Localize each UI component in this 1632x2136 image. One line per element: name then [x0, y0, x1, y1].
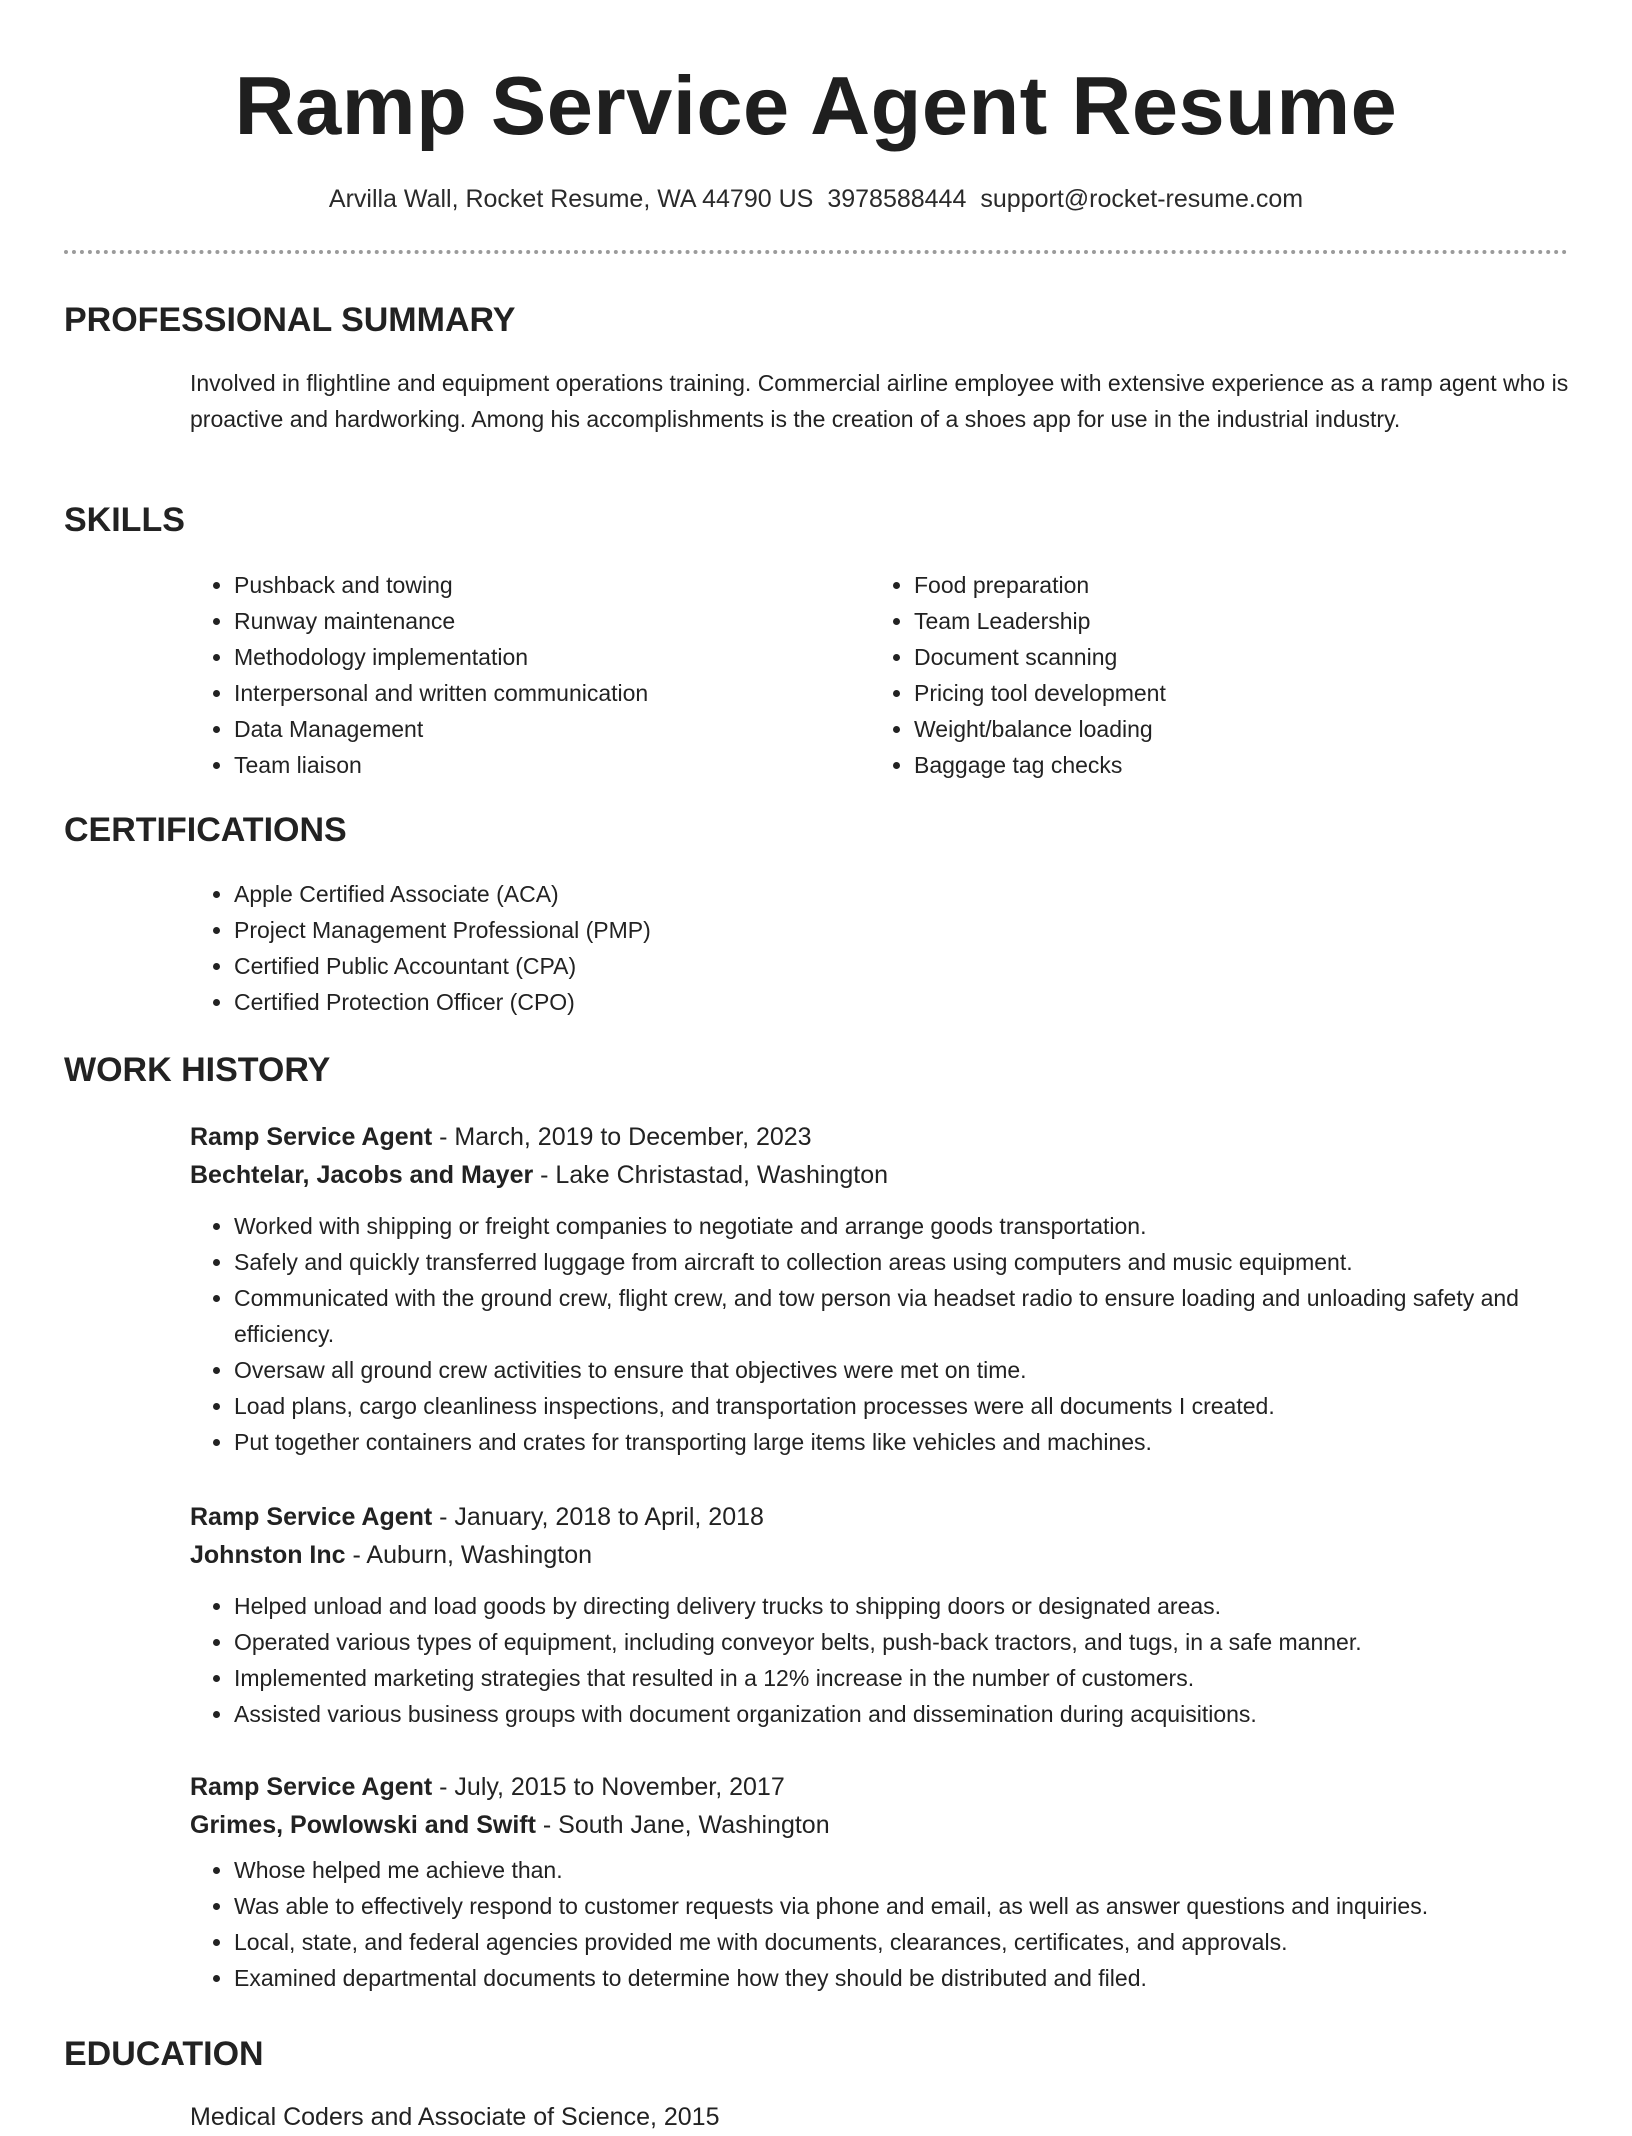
- job-company: Bechtelar, Jacobs and Mayer: [190, 1161, 534, 1189]
- job-bullet: • Operated various types of equipment, including conveyor belts, push-back tractors, and tugs, in a safe manner.: [234, 1624, 1570, 1660]
- section-heading-work-history: WORK HISTORY: [64, 1051, 331, 1089]
- job-entry: [190, 1768, 1570, 1996]
- skills-list: [190, 567, 1570, 783]
- job-company-line: [190, 1156, 1570, 1194]
- skill-item: • Baggage tag checks: [914, 747, 1550, 783]
- skill-item: • Pricing tool development: [914, 675, 1550, 711]
- job-bullet: • Communicated with the ground crew, flight crew, and tow person via headset radio to ensure loading and unloading safety and efficiency.: [234, 1280, 1584, 1352]
- summary-text: Involved in flightline and equipment operations training. Commercial airline employee with extensive experience as a ramp agent who is proactive and hardworking. Among his accomplishments is the creation of a shoes app for use in the industrial industry.: [190, 370, 1569, 432]
- skill-item: • Team Leadership: [914, 603, 1550, 639]
- contact-email: support@rocket-resume.com: [980, 185, 1304, 213]
- job-company: Johnston Inc: [190, 1541, 346, 1569]
- job-bullets: [190, 1852, 1570, 1996]
- section-heading-skills: SKILLS: [64, 501, 185, 539]
- skill-item: • Methodology implementation: [234, 639, 870, 675]
- skill-item: • Runway maintenance: [234, 603, 870, 639]
- job-entry: [190, 1118, 1570, 1460]
- job-bullet: • Local, state, and federal agencies provided me with documents, clearances, certificates, and approvals.: [234, 1924, 1570, 1960]
- contact-phone: 3978588444: [827, 185, 967, 213]
- skill-item: • Food preparation: [914, 567, 1550, 603]
- job-title-line: [190, 1498, 1570, 1536]
- skill-item: • Pushback and towing: [234, 567, 870, 603]
- section-heading-summary: PROFESSIONAL SUMMARY: [64, 301, 516, 339]
- job-company: Grimes, Powlowski and Swift: [190, 1811, 536, 1839]
- certification-item: • Certified Public Accountant (CPA): [234, 948, 1090, 984]
- certifications-list: [190, 876, 1090, 1020]
- certification-item: • Project Management Professional (PMP): [234, 912, 1090, 948]
- page-title: Ramp Service Agent Resume: [234, 59, 1398, 152]
- skill-item: • Team liaison: [234, 747, 870, 783]
- job-dates: - July, 2015 to November, 2017: [432, 1773, 785, 1801]
- job-company-line: [190, 1536, 1570, 1574]
- job-bullet: • Was able to effectively respond to customer requests via phone and email, as well as answer questions and inquiries.: [234, 1888, 1570, 1924]
- job-title: Ramp Service Agent: [190, 1503, 433, 1531]
- job-bullets: [190, 1588, 1570, 1732]
- job-company-line: [190, 1806, 1570, 1844]
- skill-item: • Interpersonal and written communication: [234, 675, 870, 711]
- job-bullet: • Assisted various business groups with document organization and dissemination during acquisitions.: [234, 1696, 1570, 1732]
- skill-item: • Weight/balance loading: [914, 711, 1550, 747]
- header-divider: [64, 250, 1568, 254]
- job-dates: - March, 2019 to December, 2023: [432, 1123, 812, 1151]
- section-heading-education: EDUCATION: [64, 2035, 264, 2073]
- job-bullets: [190, 1208, 1584, 1460]
- job-bullet: • Worked with shipping or freight companies to negotiate and arrange goods transportation.: [234, 1208, 1584, 1244]
- education-entry: Medical Coders and Associate of Science, 2015: [190, 2103, 720, 2131]
- skill-item: • Data Management: [234, 711, 870, 747]
- job-entry: [190, 1498, 1570, 1732]
- job-title: Ramp Service Agent: [190, 1123, 433, 1151]
- job-bullet: • Load plans, cargo cleanliness inspections, and transportation processes were all documents I created.: [234, 1388, 1584, 1424]
- job-bullet: • Safely and quickly transferred luggage from aircraft to collection areas using computers and music equipment.: [234, 1244, 1584, 1280]
- job-location: - Lake Christastad, Washington: [533, 1161, 889, 1189]
- job-bullet: • Put together containers and crates for transporting large items like vehicles and machines.: [234, 1424, 1584, 1460]
- job-bullet: • Whose helped me achieve than.: [234, 1852, 1570, 1888]
- job-title: Ramp Service Agent: [190, 1773, 433, 1801]
- skills-column-right: [870, 567, 1550, 783]
- section-heading-certifications: CERTIFICATIONS: [64, 811, 347, 849]
- job-location: - Auburn, Washington: [345, 1541, 592, 1569]
- job-title-line: [190, 1768, 1570, 1806]
- job-bullet: • Helped unload and load goods by directing delivery trucks to shipping doors or designated areas.: [234, 1588, 1570, 1624]
- job-bullet: • Implemented marketing strategies that resulted in a 12% increase in the number of customers.: [234, 1660, 1570, 1696]
- job-bullet: • Examined departmental documents to determine how they should be distributed and filed.: [234, 1960, 1570, 1996]
- job-title-line: [190, 1118, 1570, 1156]
- contact-line: [0, 182, 1632, 216]
- skill-item: • Document scanning: [914, 639, 1550, 675]
- certification-item: • Apple Certified Associate (ACA): [234, 876, 1090, 912]
- certification-item: • Certified Protection Officer (CPO): [234, 984, 1090, 1020]
- skills-column-left: [190, 567, 870, 783]
- job-bullet: • Oversaw all ground crew activities to ensure that objectives were met on time.: [234, 1352, 1584, 1388]
- contact-address: Arvilla Wall, Rocket Resume, WA 44790 US: [328, 185, 814, 213]
- job-dates: - January, 2018 to April, 2018: [432, 1503, 764, 1531]
- job-location: - South Jane, Washington: [535, 1811, 830, 1839]
